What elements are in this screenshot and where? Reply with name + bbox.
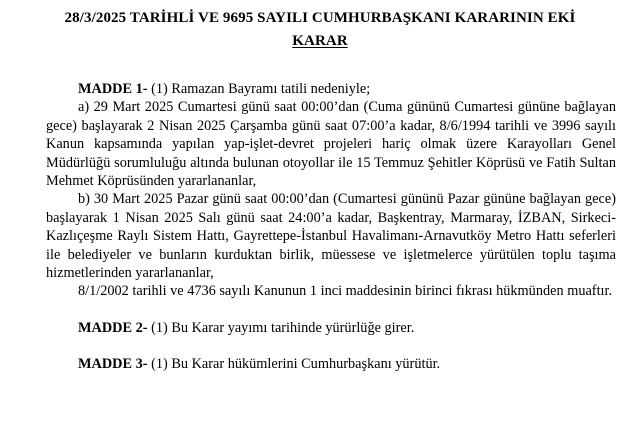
article-3-label: MADDE 3- bbox=[78, 356, 148, 373]
article-1-item-b: b) 30 Mart 2025 Pazar günü saat 00:00’dan (Cumartesi gününü Pazar gününe bağlayan gece) başlayarak 1 Nisan 2025 Salı günü saat 24:00’a kadar, Başkentray, Marmaray, İZBAN, Sirkeci-Kazlıçeşme Raylı Sistem Hattı, Gayrettepe-İstanbul Havalimanı-Arnavutköy Metro Hattı seferleri ile belediyeler ve bunların kurduktan birlik, müessese ve işletmelercе yürütülen toplu taşıma hizmetlerinden yararlananlar, bbox=[46, 191, 616, 282]
article-3-text: (1) Bu Karar hükümlerini Cumhurbaşkanı yürütür. bbox=[147, 356, 441, 373]
article-1-intro-text: (1) Ramazan Bayramı tatili nedeniyle; bbox=[147, 81, 371, 97]
article-2-label: MADDE 2- bbox=[78, 319, 148, 336]
document-body bbox=[46, 80, 616, 374]
article-3 bbox=[46, 355, 616, 373]
spacer bbox=[46, 301, 616, 319]
document-subtitle bbox=[0, 33, 640, 50]
article-1-closing: 8/1/2002 tarihli ve 4736 sayılı Kanunun 1 inci maddesinin birinci fıkrası hükmünden muaftır. bbox=[78, 283, 613, 300]
karar-heading: KARAR bbox=[292, 33, 348, 49]
article-2 bbox=[46, 319, 616, 337]
spacer bbox=[46, 337, 616, 355]
article-1-label: MADDE 1- bbox=[78, 81, 148, 97]
document-title: 28/3/2025 TARİHLİ VE 9695 SAYILI CUMHURBAŞKANI KARARININ EKİ bbox=[64, 10, 576, 26]
article-1-intro bbox=[46, 80, 616, 98]
article-2-text: (1) Bu Karar yayımı tarihinde yürürlüğe girer. bbox=[147, 319, 415, 336]
article-1-item-a: a) 29 Mart 2025 Cumartesi günü saat 00:00’dan (Cuma gününü Cumartesi gününe bağlayan gece) başlayarak 2 Nisan 2025 Çarşamba günü saat 07:00’a kadar, 8/6/1994 tarihli ve 3996 sayılı Kanun kapsamında yapılan yap-işlet-devret projeleri hariç olmak üzere Karayolları Genel Müdürlüğü sorumluluğu altında bulunan otoyollar ile 15 Temmuz Şehitler Köprüsü ve Fatih Sultan Mehmet Köprüsünden yararlananlar, bbox=[46, 99, 616, 190]
